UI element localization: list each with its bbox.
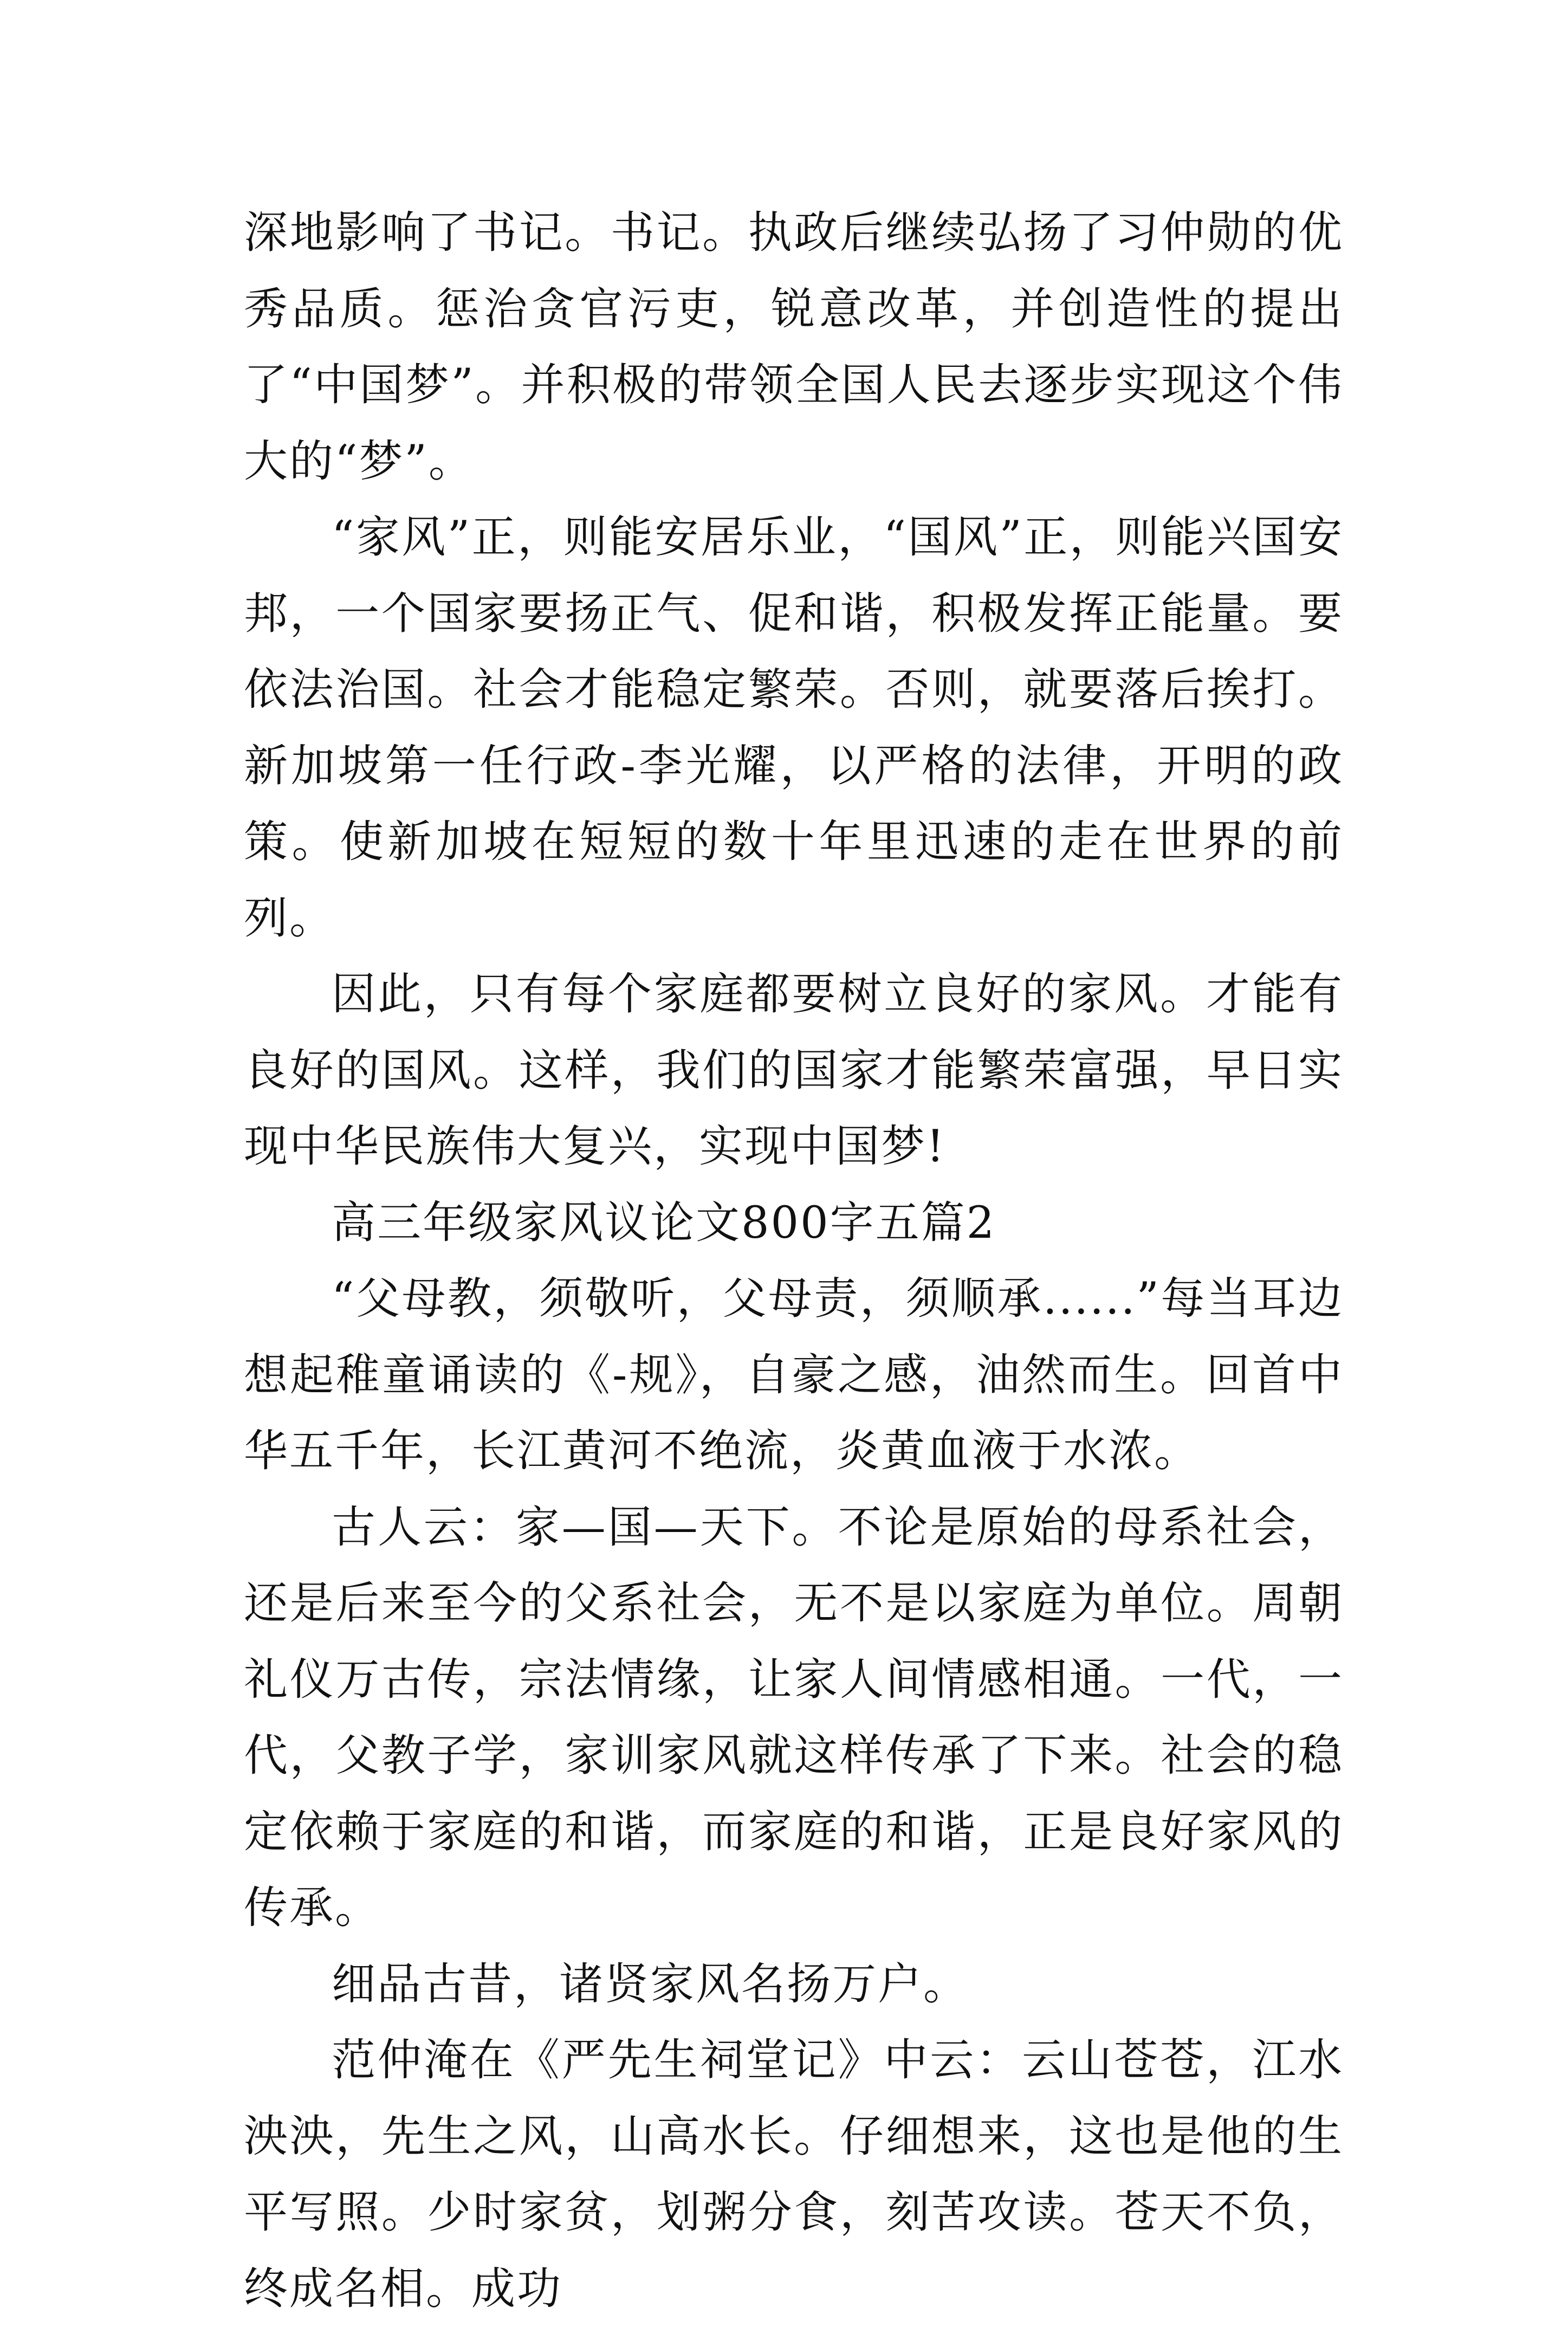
paragraph-sages-family-style: 细品古昔，诸贤家风名扬万户。 bbox=[332, 1958, 969, 2010]
paragraph-family-style-nation: “家风”正，则能安居乐业，“国风”正，则能兴国安邦，一个国家要扬正气、促和谐，积极发挥正能量。要依法治国。社会才能稳定繁荣。否则，就要落后挨打。新加坡第一任行政-李光耀，以严格的法律，开明的政策。使新加坡在短短的数十年里迅速的走在世界的前列。 bbox=[244, 512, 1344, 944]
section-heading: 高三年级家风议论文800字五篇2 bbox=[332, 1197, 996, 1249]
paragraph-parents-teaching: “父母教，须敬听，父母责，须顺承......”每当耳边想起稚童诵读的《-规》，自豪之感，油然而生。回首中华五千年，长江黄河不绝流，炎黄血液于水浓。 bbox=[244, 1274, 1344, 1477]
paragraph-fan-zhongyan: 范仲淹在《严先生祠堂记》中云：云山苍苍，江水泱泱，先生之风，山高水长。仔细想来，这也是他的生平写照。少时家贫，划粥分食，刻苦攻读。苍天不负，终成名相。成功 bbox=[244, 2035, 1344, 2315]
paragraph-continuation: 深地影响了书记。书记。执政后继续弘扬了习仲勋的优秀品质。惩治贪官污吏，锐意改革，并创造性的提出了“中国梦”。并积极的带领全国人民去逐步实现这个伟大的“梦”。 bbox=[244, 208, 1344, 487]
paragraph-conclusion: 因此，只有每个家庭都要树立良好的家风。才能有良好的国风。这样，我们的国家才能繁荣富强，早日实现中华民族伟大复兴，实现中国梦! bbox=[244, 969, 1344, 1172]
document-body bbox=[244, 195, 1344, 2327]
paragraph-ancients-said: 古人云：家—国—天下。不论是原始的母系社会，还是后来至今的父系社会，无不是以家庭为单位。周朝礼仪万古传，宗法情缘，让家人间情感相通。一代，一代，父教子学，家训家风就这样传承了下来。社会的稳定依赖于家庭的和谐，而家庭的和谐，正是良好家风的传承。 bbox=[244, 1502, 1344, 1934]
